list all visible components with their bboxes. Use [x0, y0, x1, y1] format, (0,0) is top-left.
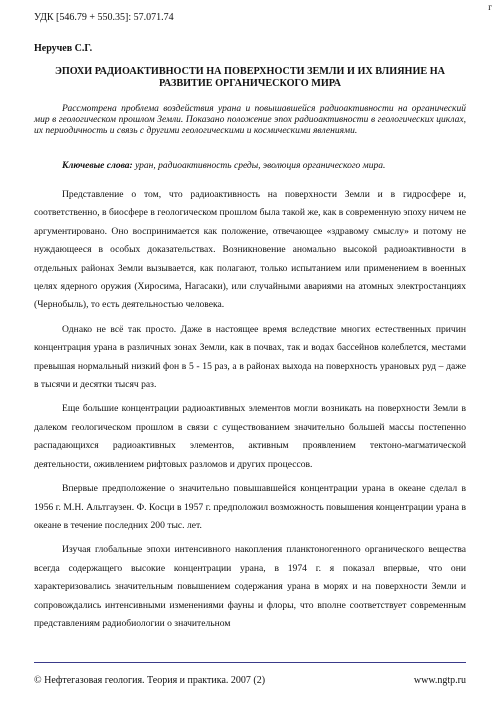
keywords [34, 161, 466, 172]
udk-code: УДК [546.79 + 550.35]: 57.071.74 [34, 12, 174, 23]
article-title: ЭПОХИ РАДИОАКТИВНОСТИ НА ПОВЕРХНОСТИ ЗЕМЛИ И ИХ ВЛИЯНИЕ НА РАЗВИТИЕ ОРГАНИЧЕСКОГО МИРА [54, 66, 446, 89]
body-paragraph: Однако не всё так просто. Даже в настоящее время вследствие многих естественных причин концентрация урана в различных зонах Земли, как в почвах, так и водах бассейнов колеблется, местами превышая нормальный низкий фон в 5 - 15 раз, а в районах выхода на поверхность урановых руд – даже в тысячи и десятки тысяч раз. [34, 323, 466, 391]
article-body [34, 186, 466, 639]
keywords-label: Ключевые слова: [62, 161, 133, 171]
body-paragraph: Еще большие концентрации радиоактивных элементов могли возникать на поверхности Земли в далеком геологическом прошлом в связи с существованием значительно большей массы постепенно распадающихся радиоактивных элементов, активным проявлением тектоно-магматической деятельности, оживлением рифтовых разломов и других процессов. [34, 403, 466, 470]
abstract: Рассмотрена проблема воздействия урана и повышавшейся радиоактивности на органический мир в геологическом прошлом Земли. Показано положение эпох радиоактивности в геологических циклах, их периодичность и связь с другими геологическими и космическими явлениями. [34, 104, 466, 136]
footer-website-link[interactable]: www.ngtp.ru [413, 675, 466, 686]
keywords-text: уран, радиоактивность среды, эволюция органического мира. [132, 161, 386, 171]
author-name: Неручев С.Г. [34, 43, 93, 54]
body-paragraph: Представление о том, что радиоактивность на поверхности Земли и в гидросфере и, соответственно, в биосфере в геологическом прошлом была такой же, как в современную эпоху ничем не аргументировано. Оно воспринимается как положение, отвечающее «здравому смыслу» и потому не нуждающееся в особых доказательствах. Возникновение аномально высокой радиоактивности в отдельных районах Земли вызывается, как полагают, только испытанием или применением в военных целях ядерного оружия (Хиросима, Нагасаки), или случайными авариями на атомных электростанциях (Чернобыль), то есть деятельностью человека. [34, 189, 466, 311]
body-paragraph: Впервые предположение о значительно повышавшейся концентрации урана в океане сделал в 1956 г. М.Н. Альтгаузен. Ф. Косци в 1957 г. предположил возможность повышения концентрации урана в океане в течение последних 200 тыс. лет. [34, 483, 466, 531]
corner-mark: г [488, 2, 492, 12]
body-paragraph: Изучая глобальные эпохи интенсивного накопления планктоногенного органического вещества всегда содержащего высокие концентрации урана, в 1974 г. я показал впервые, что они характеризовались значительным повышением содержания урана в морях и на поверхности Земли и сопровождались интенсивными изменениями фауны и флоры, что вполне соответствует современным представлениям радиобиологии о значительном [34, 544, 466, 629]
footer-divider [34, 662, 466, 663]
footer-journal: © Нефтегазовая геология. Теория и практика. 2007 (2) [34, 675, 266, 686]
